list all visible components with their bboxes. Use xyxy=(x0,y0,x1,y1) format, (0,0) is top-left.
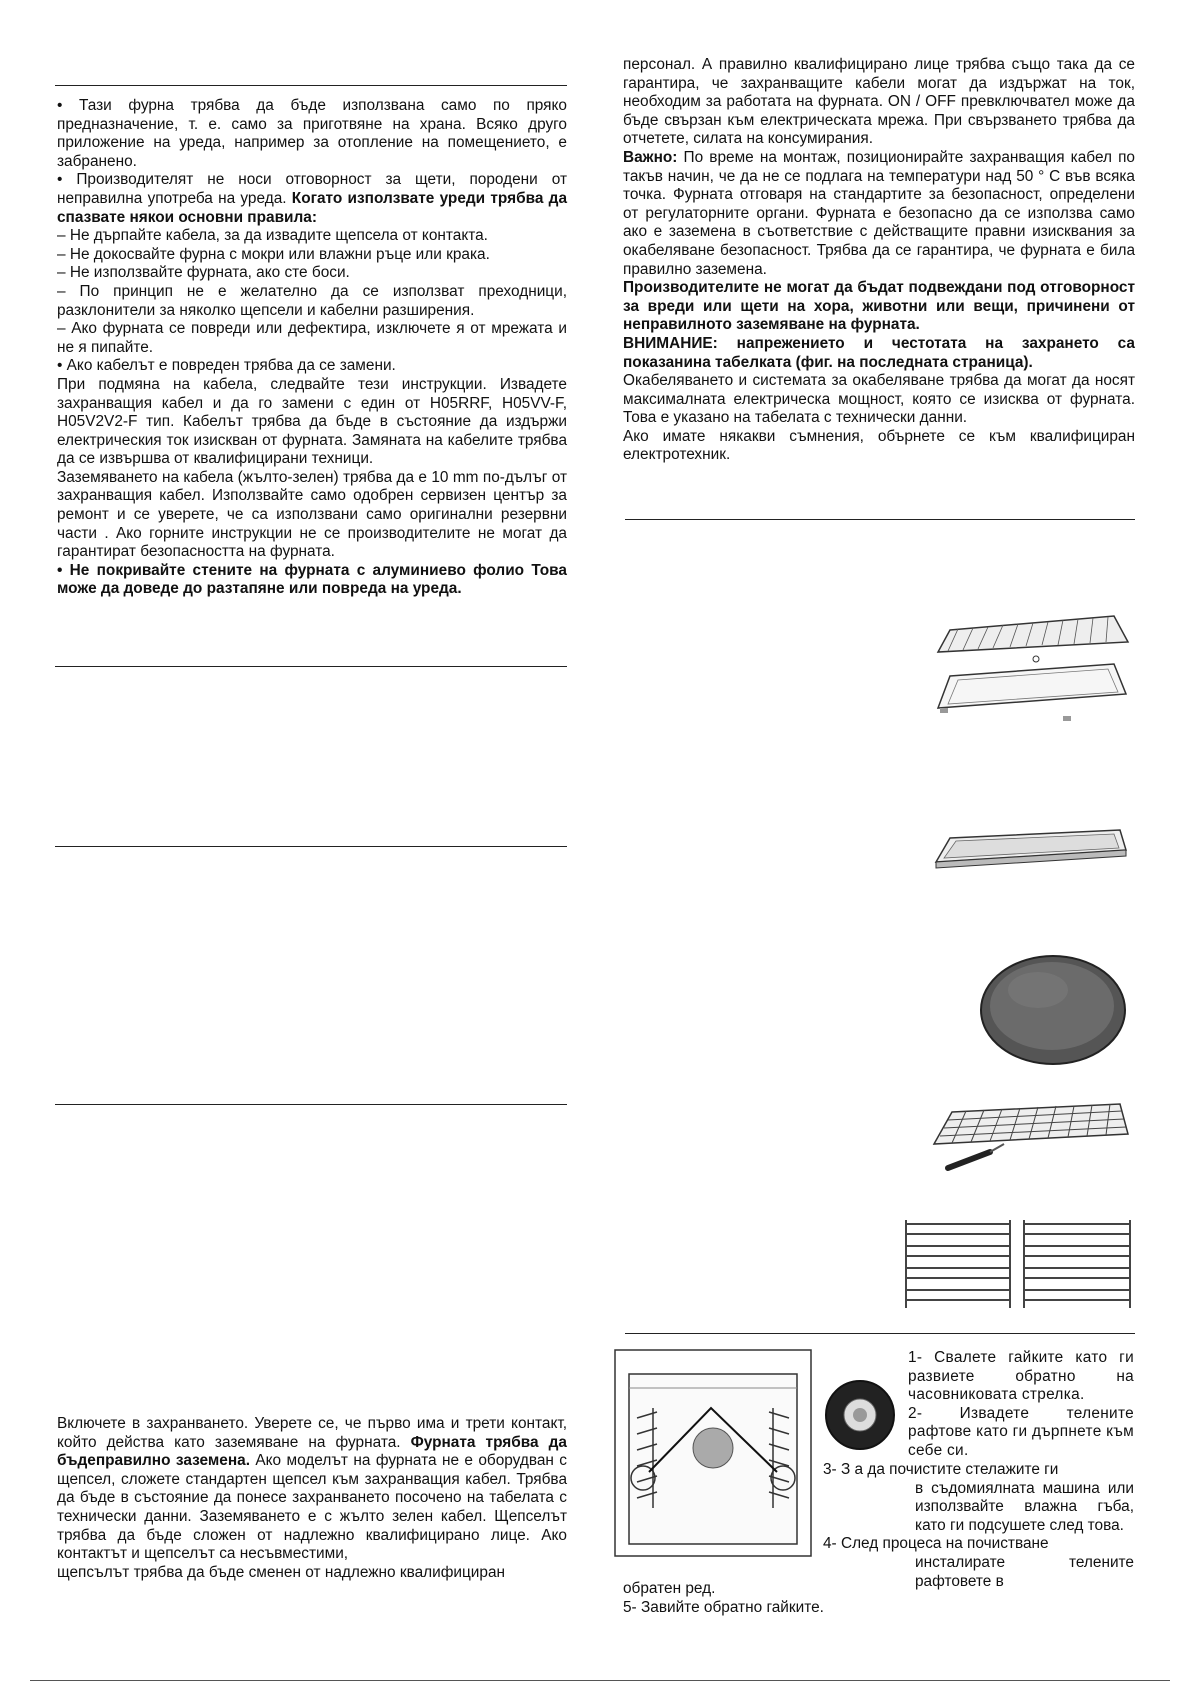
section-rule xyxy=(625,519,1135,520)
bold-paragraph: Производителите не могат да бъдат подвеждани под отговорност за вреди или щети на хора, животни или вещи, причинени от неправилното заземяване на фурната. xyxy=(623,279,1135,334)
paragraph: При подмяна на кабела, следвайте тези инструкции. Извадете захранващия кабел и да го замени с един от H05RRF, H05VV-F, H05V2V2-F тип. Кабелът трябва да бъде в състояние да издържи електрическия ток изискван от фурната. Замяната на кабелите трябва да се извършва от квалифицирани техници. xyxy=(57,375,567,468)
list-item: – Не използвайте фурната, ако сте боси. xyxy=(57,264,350,282)
paragraph: • Тази фурна трябва да бъде използвана само по пряко предназначение, т. е. само за приготвяне на храна. Всяко друго приложение на уреда, например за отопление на помещението, е забранено. xyxy=(57,97,567,170)
text: • Производителят не носи отговорност за щети, породени от неправилна употреба на уреда. xyxy=(57,171,567,207)
step-1: 1- Свалете гайките като ги развиете обратно на часовниковата стрелка. xyxy=(908,1349,1134,1404)
paragraph xyxy=(57,1415,567,1564)
list-item: • Ако кабелът е повреден трябва да се замени. xyxy=(57,357,396,375)
step-3: 3- З а да почистите стелажите ги xyxy=(823,1461,1059,1478)
step-3-continued: в съдомиялната машина или използвайте влажна гъба, като ги подсушете след това. xyxy=(915,1479,1134,1534)
bold-text: Фурната трябва да бъдеправилно заземена. xyxy=(57,1433,567,1470)
text: По време на монтаж, позиционирайте захранващия кабел по такъв начин, че да не се подлага на температури над 50 ° С във всяка точка. Фурната отговаря на стандартите за безопасност, определени от регулаторните органи. Фурната е безопасно да се използва само ако е заземена в съответствие с действащите правни изисквания за окабеляване безопасност. Трябва да се гарантира, че фурната е била правилно заземена. xyxy=(623,148,1135,278)
list-item: – Не дърпайте кабела, за да извадите щепсела от контакта. xyxy=(57,227,488,245)
rack-cleaning-steps-continued xyxy=(823,1461,1134,1591)
nut-detail-image xyxy=(823,1378,897,1452)
paragraph: персонал. А правилно квалифицирано лице трябва също така да се гарантира, че захранващите кабели могат да издържат на ток, необходим за работата на фурната. ON / OFF превключвател може да бъде свързан към електрическата мрежа. При свързването трябва да отчетете, силата на консумирания. xyxy=(623,56,1135,148)
paragraph: щепсълът трябва да бъде сменен от надлежно квалифициран xyxy=(57,1563,506,1581)
paragraph: Ако имате някакви съмнения, обърнете се към квалифициран електротехник. xyxy=(623,427,1135,464)
bold-paragraph: ВНИМАНИЕ: напрежението и честотата на захрането са показанина табелката (фиг. на последната страница). xyxy=(623,334,1135,371)
rack-cleaning-steps xyxy=(908,1349,1134,1461)
bold-label: Важно: xyxy=(623,148,678,166)
baking-tray-image xyxy=(930,828,1130,876)
list-item: – Ако фурната се повреди или дефектира, изключете я от мрежата и не я пипайте. xyxy=(57,320,567,356)
paragraph: Окабеляването и системата за окабеляване трябва да могат да носят максималната електрическа мощност, която се изисква от фурната. Това е указано на табелата с технически данни. xyxy=(623,372,1135,427)
electrical-connection-continued xyxy=(623,56,1135,465)
section-rule xyxy=(55,85,567,86)
step-2: 2- Извадете телените рафтове като ги дърпнете към себе си. xyxy=(908,1404,1134,1459)
section-rule xyxy=(55,1104,567,1105)
step-5: 5- Завийте обратно гайките. xyxy=(623,1598,824,1616)
grill-rack-with-handle-image xyxy=(926,1098,1132,1173)
section-rule xyxy=(625,1333,1135,1334)
section-rule xyxy=(55,666,567,667)
paragraph xyxy=(57,171,567,227)
pizza-pan-image xyxy=(978,950,1128,1065)
step-4: 4- След процеса на почистване xyxy=(823,1535,1049,1553)
rack-cleaning-steps-end xyxy=(623,1580,1133,1617)
wire-rack-and-tray-image xyxy=(928,612,1132,730)
section-rule xyxy=(55,846,567,847)
list-item: – По принцип не е желателно да се използват преходници, разклонители за няколко щепсели и кабелни разширения. xyxy=(57,282,567,319)
electrical-connection-text xyxy=(57,1415,567,1582)
safety-instructions xyxy=(57,97,567,599)
bold-text: Когато използвате уреди трябва да спазвате някои основни правила: xyxy=(57,189,568,226)
oven-interior-diagram xyxy=(613,1348,813,1558)
warning-paragraph: • Не покривайте стените на фурната с алуминиево фолио Това може да доведе до разтапяне или повреда на уреда. xyxy=(57,561,567,598)
paragraph xyxy=(623,149,1135,279)
side-shelf-racks-image xyxy=(900,1216,1136,1312)
text: Ако моделът на фурната не е оборудван с щепсел, сложете стандартен щепсел към захранващия кабел. Трябва да бъде в състояние да понесе захранването посочено на табелата с технически данни. Заземяването е с жълто зелен кабел. Щепселът трябва да бъде сложен от надлежно квалифицирано лице. Ако контактът и щепселът са несъвместими, xyxy=(57,1452,567,1563)
list-item: – Не докосвайте фурна с мокри или влажни ръце или крака. xyxy=(57,245,490,263)
footer-rule xyxy=(30,1680,1170,1681)
step-4-continued: инсталирате телените рафтовете в xyxy=(915,1553,1134,1590)
text: Включете в захранването. Уверете се, че първо има и трети контакт, който действа като заземяване на фурната. xyxy=(57,1415,567,1451)
paragraph: Заземяването на кабела (жълто-зелен) трябва да е 10 mm по-дълъг от захранващия кабел. Използвайте само одобрен сервизен център за ремонт и се уверете, че са използвани само оригинални резервни части . Ако горните инструкции не се производителите не могат да гарантират безопасността на фурната. xyxy=(57,468,567,561)
step-4-end: обратен ред. xyxy=(623,1580,716,1597)
